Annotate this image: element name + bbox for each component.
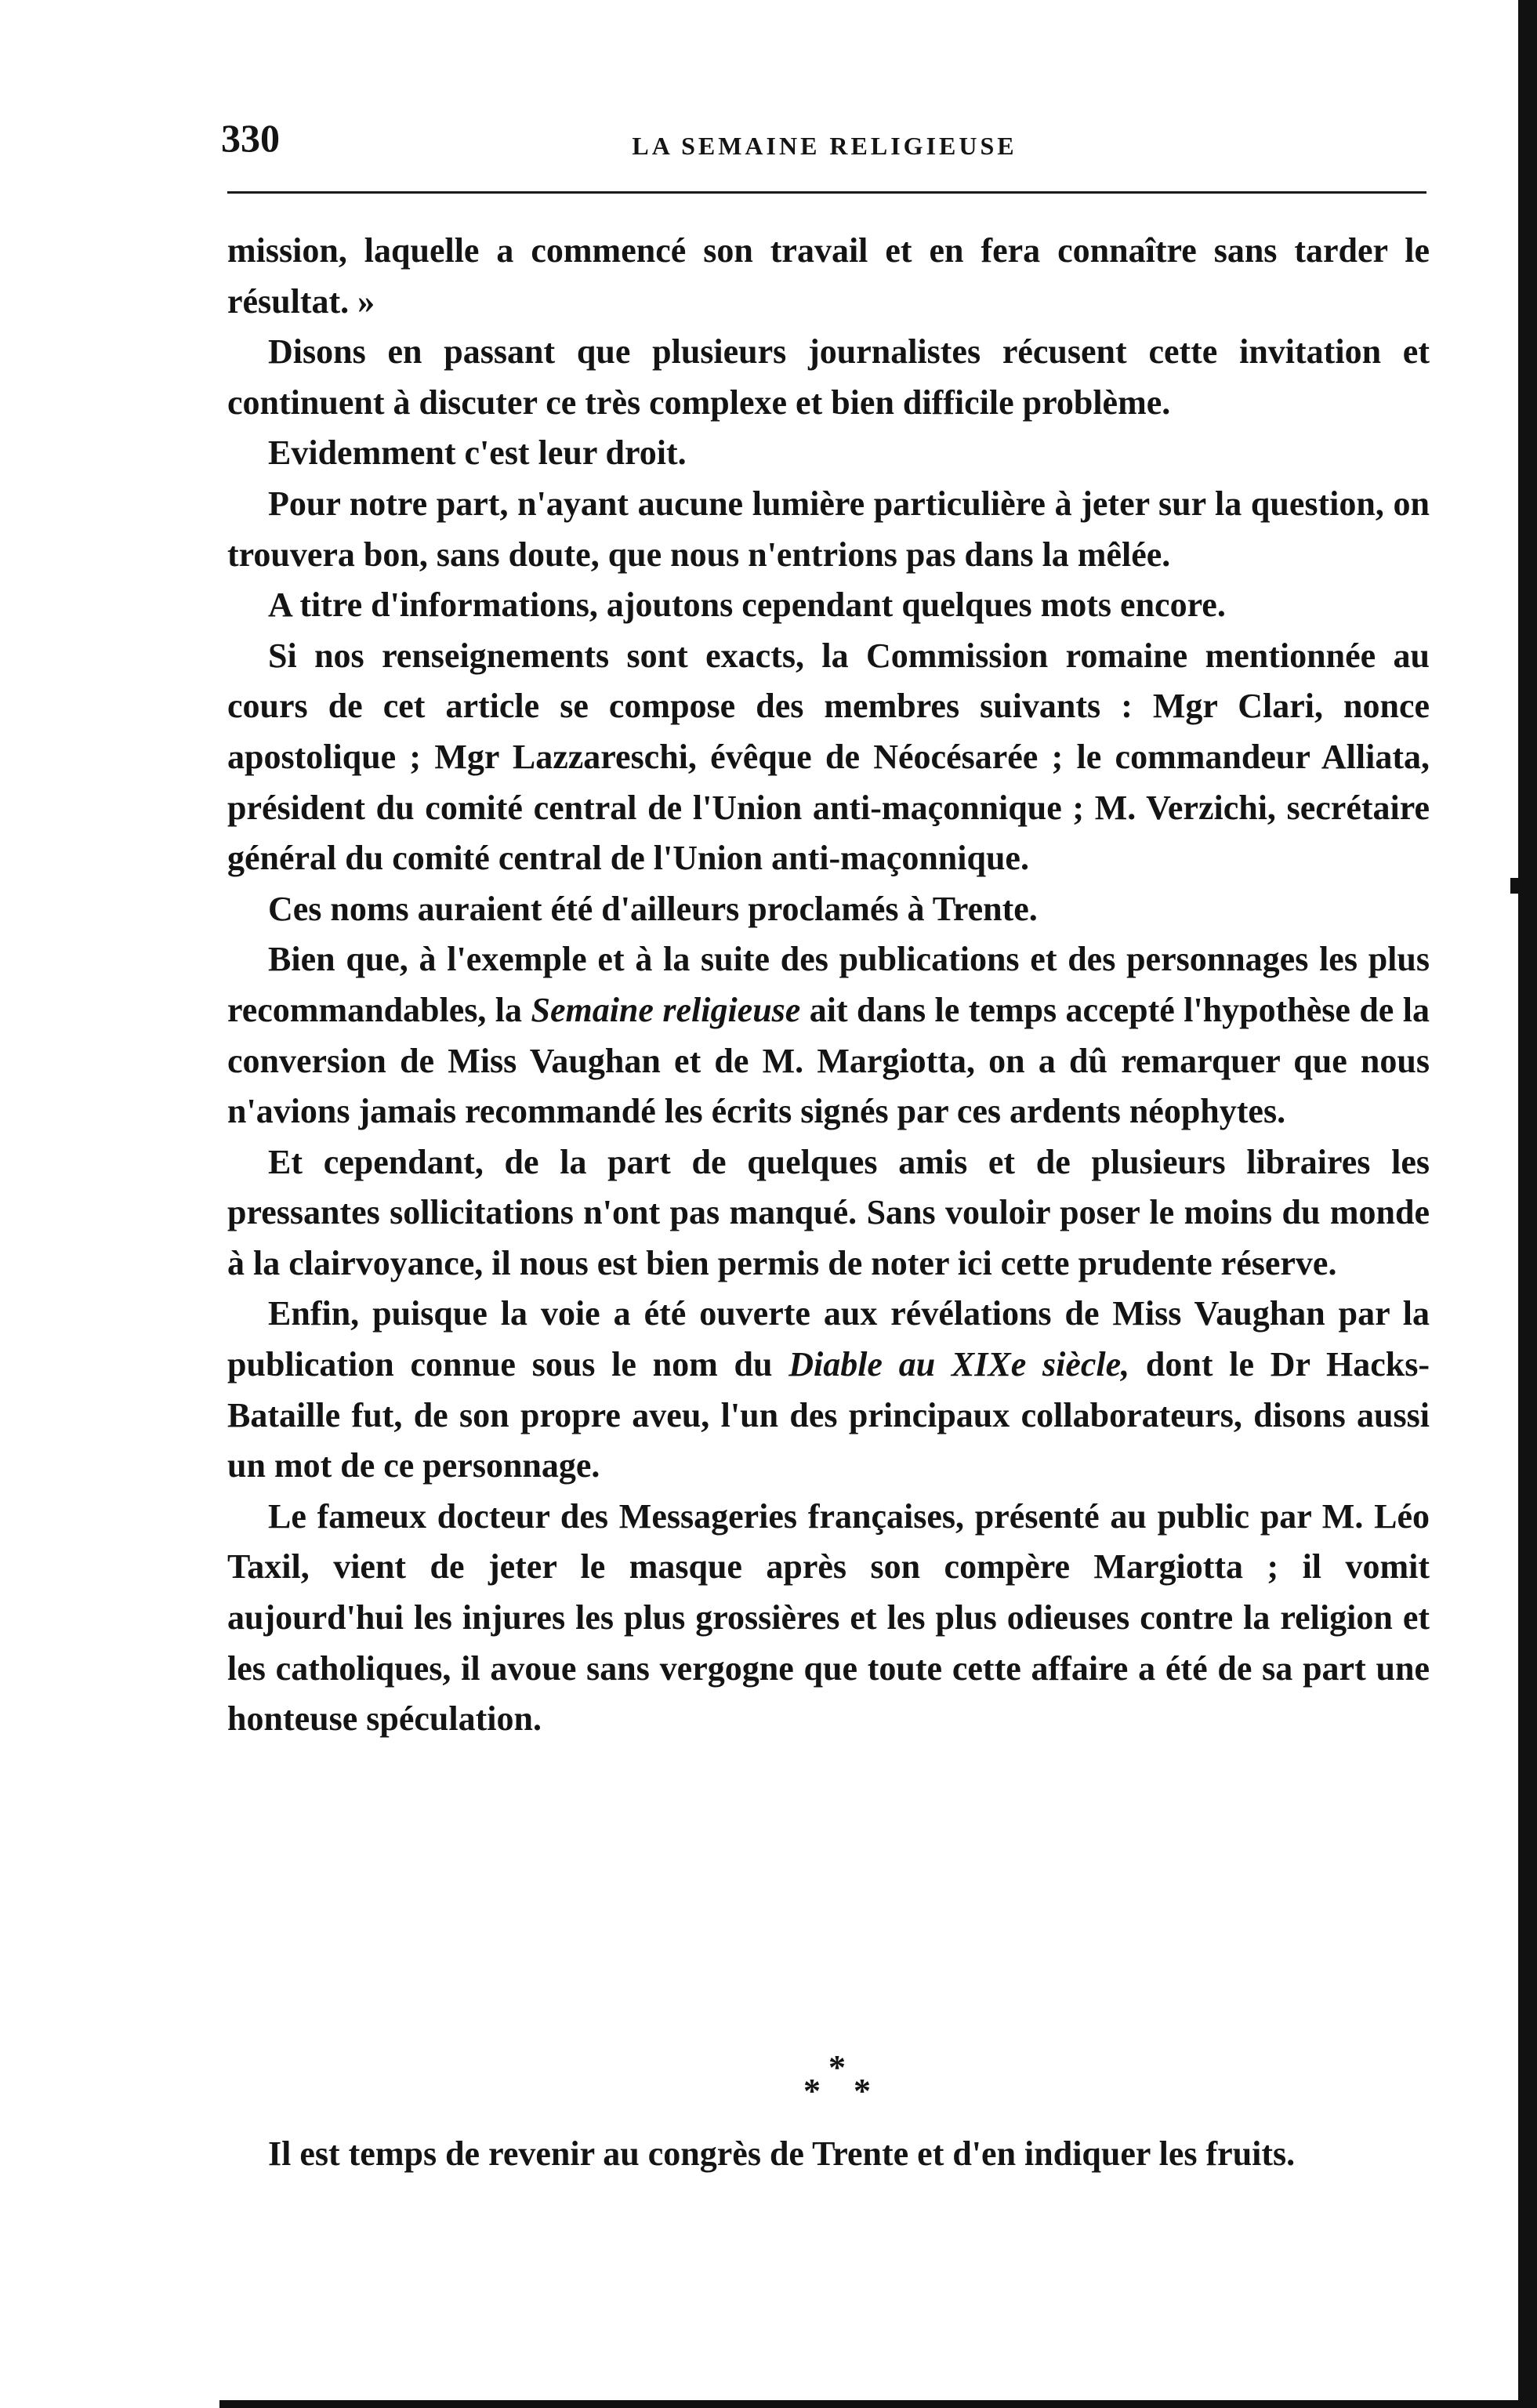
scan-edge-mark bbox=[1510, 878, 1518, 894]
scan-edge-bottom bbox=[219, 2400, 1518, 2408]
paragraph: mission, laquelle a commencé son travail et en fera connaître sans tarder le résultat. » bbox=[227, 231, 1430, 321]
paragraph: Il est temps de revenir au congrès de Trente et d'en indiquer les fruits. bbox=[268, 2134, 1296, 2173]
page-number: 330 bbox=[221, 116, 280, 160]
page-header bbox=[221, 111, 1428, 166]
paragraph: Evidemment c'est leur droit. bbox=[268, 433, 687, 473]
paragraph-text: ait dans le temps accepté l'hypothèse de la conversion de Miss Vaughan et de M. Margiotta, on a dû remarquer que nous n'avions jamais recommandé les écrits signés par ces ardents néophytes. bbox=[227, 990, 1430, 1131]
paragraph: Et cependant, de la part de quelques amis et de plusieurs libraires les pressantes sollicitations n'ont pas manqué. Sans vouloir poser le moins du monde à la clairvoyance, il nous est bien permis de noter ici cette prudente réserve. bbox=[227, 1142, 1430, 1282]
paragraph bbox=[227, 1289, 1430, 1491]
paragraph bbox=[227, 934, 1430, 1137]
paragraph: Le fameux docteur des Messageries françaises, présenté au public par M. Léo Taxil, vient de jeter le masque après son compère Margiotta ; il vomit aujourd'hui les injures les plus grossières et les plus odieuses contre la religion et les catholiques, il avoue sans vergogne que toute cette affaire a été de sa part une honteuse spéculation. bbox=[227, 1496, 1430, 1739]
paragraph: Disons en passant que plusieurs journalistes récusent cette invitation et continuent à discuter ce très complexe et bien difficile problème. bbox=[227, 332, 1430, 422]
italic-title: Diable au XIXe siècle, bbox=[788, 1345, 1130, 1384]
header-rule bbox=[227, 191, 1426, 194]
paragraph: Si nos renseignements sont exacts, la Commission romaine mentionnée au cours de cet article se compose des membres suivants : Mgr Clari, nonce apostolique ; Mgr Lazzareschi, évêque de Néocésarée ; le commandeur Alliata, président du comité central de l'Union anti-maçonnique ; M. Verzichi, secrétaire général du comité central de l'Union anti-maçonnique. bbox=[227, 636, 1430, 878]
asterisk-mark: * bbox=[803, 2072, 821, 2110]
paragraph-text: Bien que, à l'exemple et à la suite des publications et des personnages les plus recommandables, la bbox=[227, 940, 1430, 1029]
italic-title: Semaine religieuse bbox=[531, 990, 801, 1029]
asterism-separator bbox=[796, 2044, 890, 2115]
scan-edge-right bbox=[1518, 0, 1537, 2408]
body-text bbox=[227, 226, 1430, 1745]
asterisk-mark: * bbox=[828, 2048, 846, 2087]
closing-text bbox=[227, 2129, 1430, 2180]
paragraph: Ces noms auraient été d'ailleurs proclamés à Trente. bbox=[268, 889, 1038, 928]
running-title: LA SEMAINE RELIGIEUSE bbox=[632, 132, 1017, 160]
paragraph: Pour notre part, n'ayant aucune lumière particulière à jeter sur la question, on trouvera bon, sans doute, que nous n'entrions pas dans la mêlée. bbox=[227, 484, 1430, 574]
paragraph-text: dont le Dr Hacks-Bataille fut, de son propre aveu, l'un des principaux collaborateurs, disons aussi un mot de ce personnage. bbox=[227, 1345, 1430, 1485]
paragraph-text: Enfin, puisque la voie a été ouverte aux révélations de Miss Vaughan par la publication connue sous le nom du bbox=[227, 1294, 1430, 1384]
paragraph: A titre d'informations, ajoutons cependant quelques mots encore. bbox=[268, 586, 1226, 625]
asterisk-mark: * bbox=[854, 2072, 871, 2110]
